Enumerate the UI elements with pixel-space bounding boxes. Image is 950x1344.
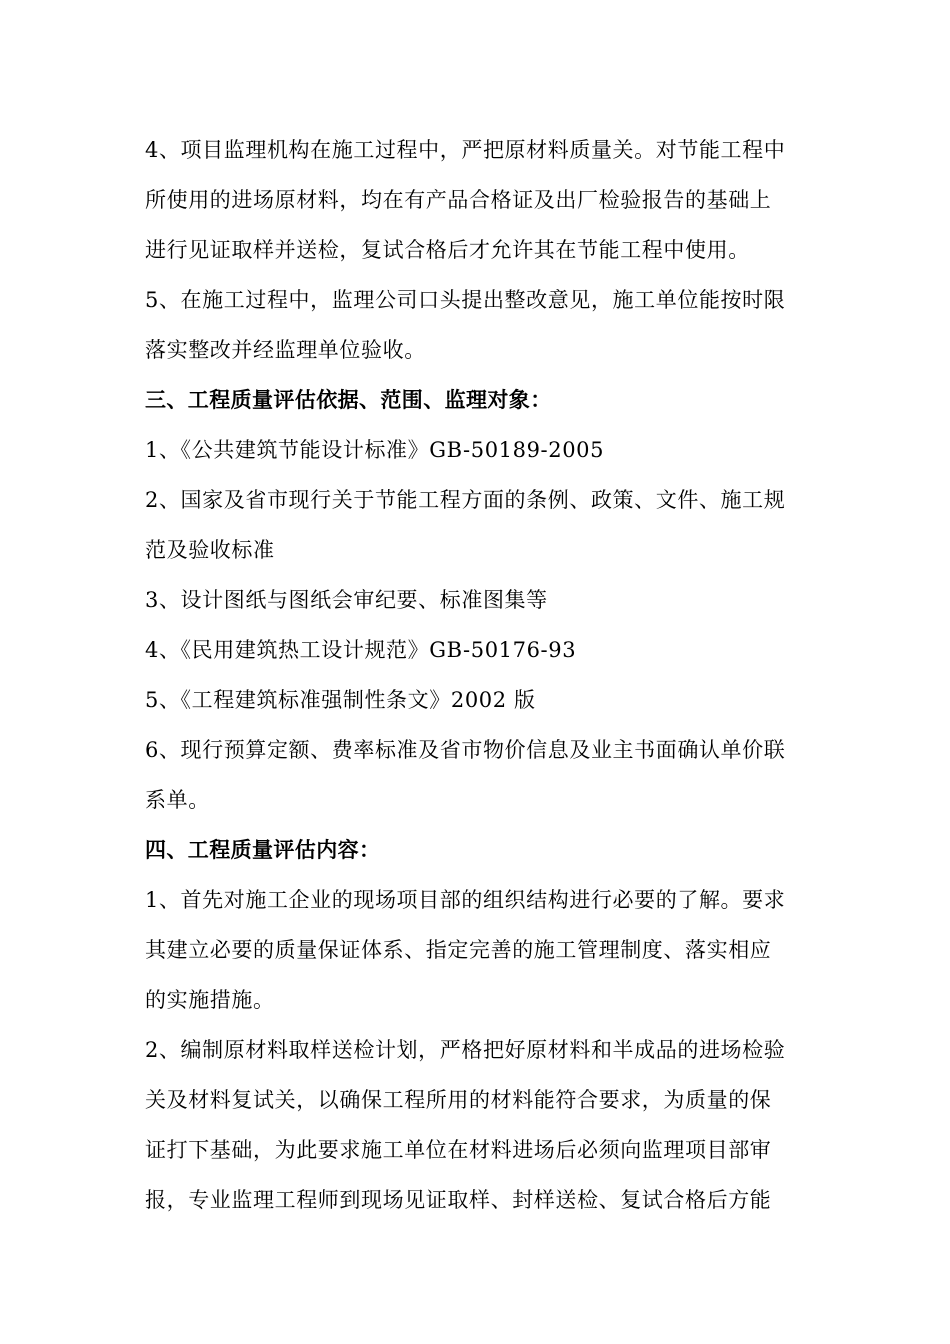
text-line: 2、编制原材料取样送检计划，严格把好原材料和半成品的进场检验 <box>145 1038 786 1062</box>
text-line: 报，专业监理工程师到现场见证取样、封样送检、复试合格后方能 <box>145 1188 772 1212</box>
text-line: 关及材料复试关，以确保工程所用的材料能符合要求，为质量的保 <box>145 1088 772 1112</box>
section-heading-4: 四、工程质量评估内容： <box>145 838 381 862</box>
text-line: 2、国家及省市现行关于节能工程方面的条例、政策、文件、施工规 <box>145 488 786 512</box>
text-line: 进行见证取样并送检，复试合格后才允许其在节能工程中使用。 <box>145 238 750 262</box>
text-line: 范及验收标准 <box>145 538 275 562</box>
text-line: 4、《民用建筑热工设计规范》GB-50176-93 <box>145 638 577 662</box>
text-line: 所使用的进场原材料，均在有产品合格证及出厂检验报告的基础上 <box>145 188 772 212</box>
text-line: 的实施措施。 <box>145 988 275 1012</box>
text-line: 1、首先对施工企业的现场项目部的组织结构进行必要的了解。要求 <box>145 888 786 912</box>
text-line: 6、现行预算定额、费率标准及省市物价信息及业主书面确认单价联 <box>145 738 786 762</box>
text-line: 5、在施工过程中，监理公司口头提出整改意见，施工单位能按时限 <box>145 288 786 312</box>
text-line: 证打下基础，为此要求施工单位在材料进场后必须向监理项目部审 <box>145 1138 772 1162</box>
text-line: 其建立必要的质量保证体系、指定完善的施工管理制度、落实相应 <box>145 938 772 962</box>
text-line: 4、项目监理机构在施工过程中，严把原材料质量关。对节能工程中 <box>145 138 786 162</box>
text-line: 3、设计图纸与图纸会审纪要、标准图集等 <box>145 588 548 612</box>
section-heading-3: 三、工程质量评估依据、范围、监理对象： <box>145 388 552 412</box>
text-line: 5、《工程建筑标准强制性条文》2002 版 <box>145 688 536 712</box>
text-line: 落实整改并经监理单位验收。 <box>145 338 426 362</box>
text-line: 1、《公共建筑节能设计标准》GB-50189-2005 <box>145 438 605 462</box>
text-line: 系单。 <box>145 788 210 812</box>
